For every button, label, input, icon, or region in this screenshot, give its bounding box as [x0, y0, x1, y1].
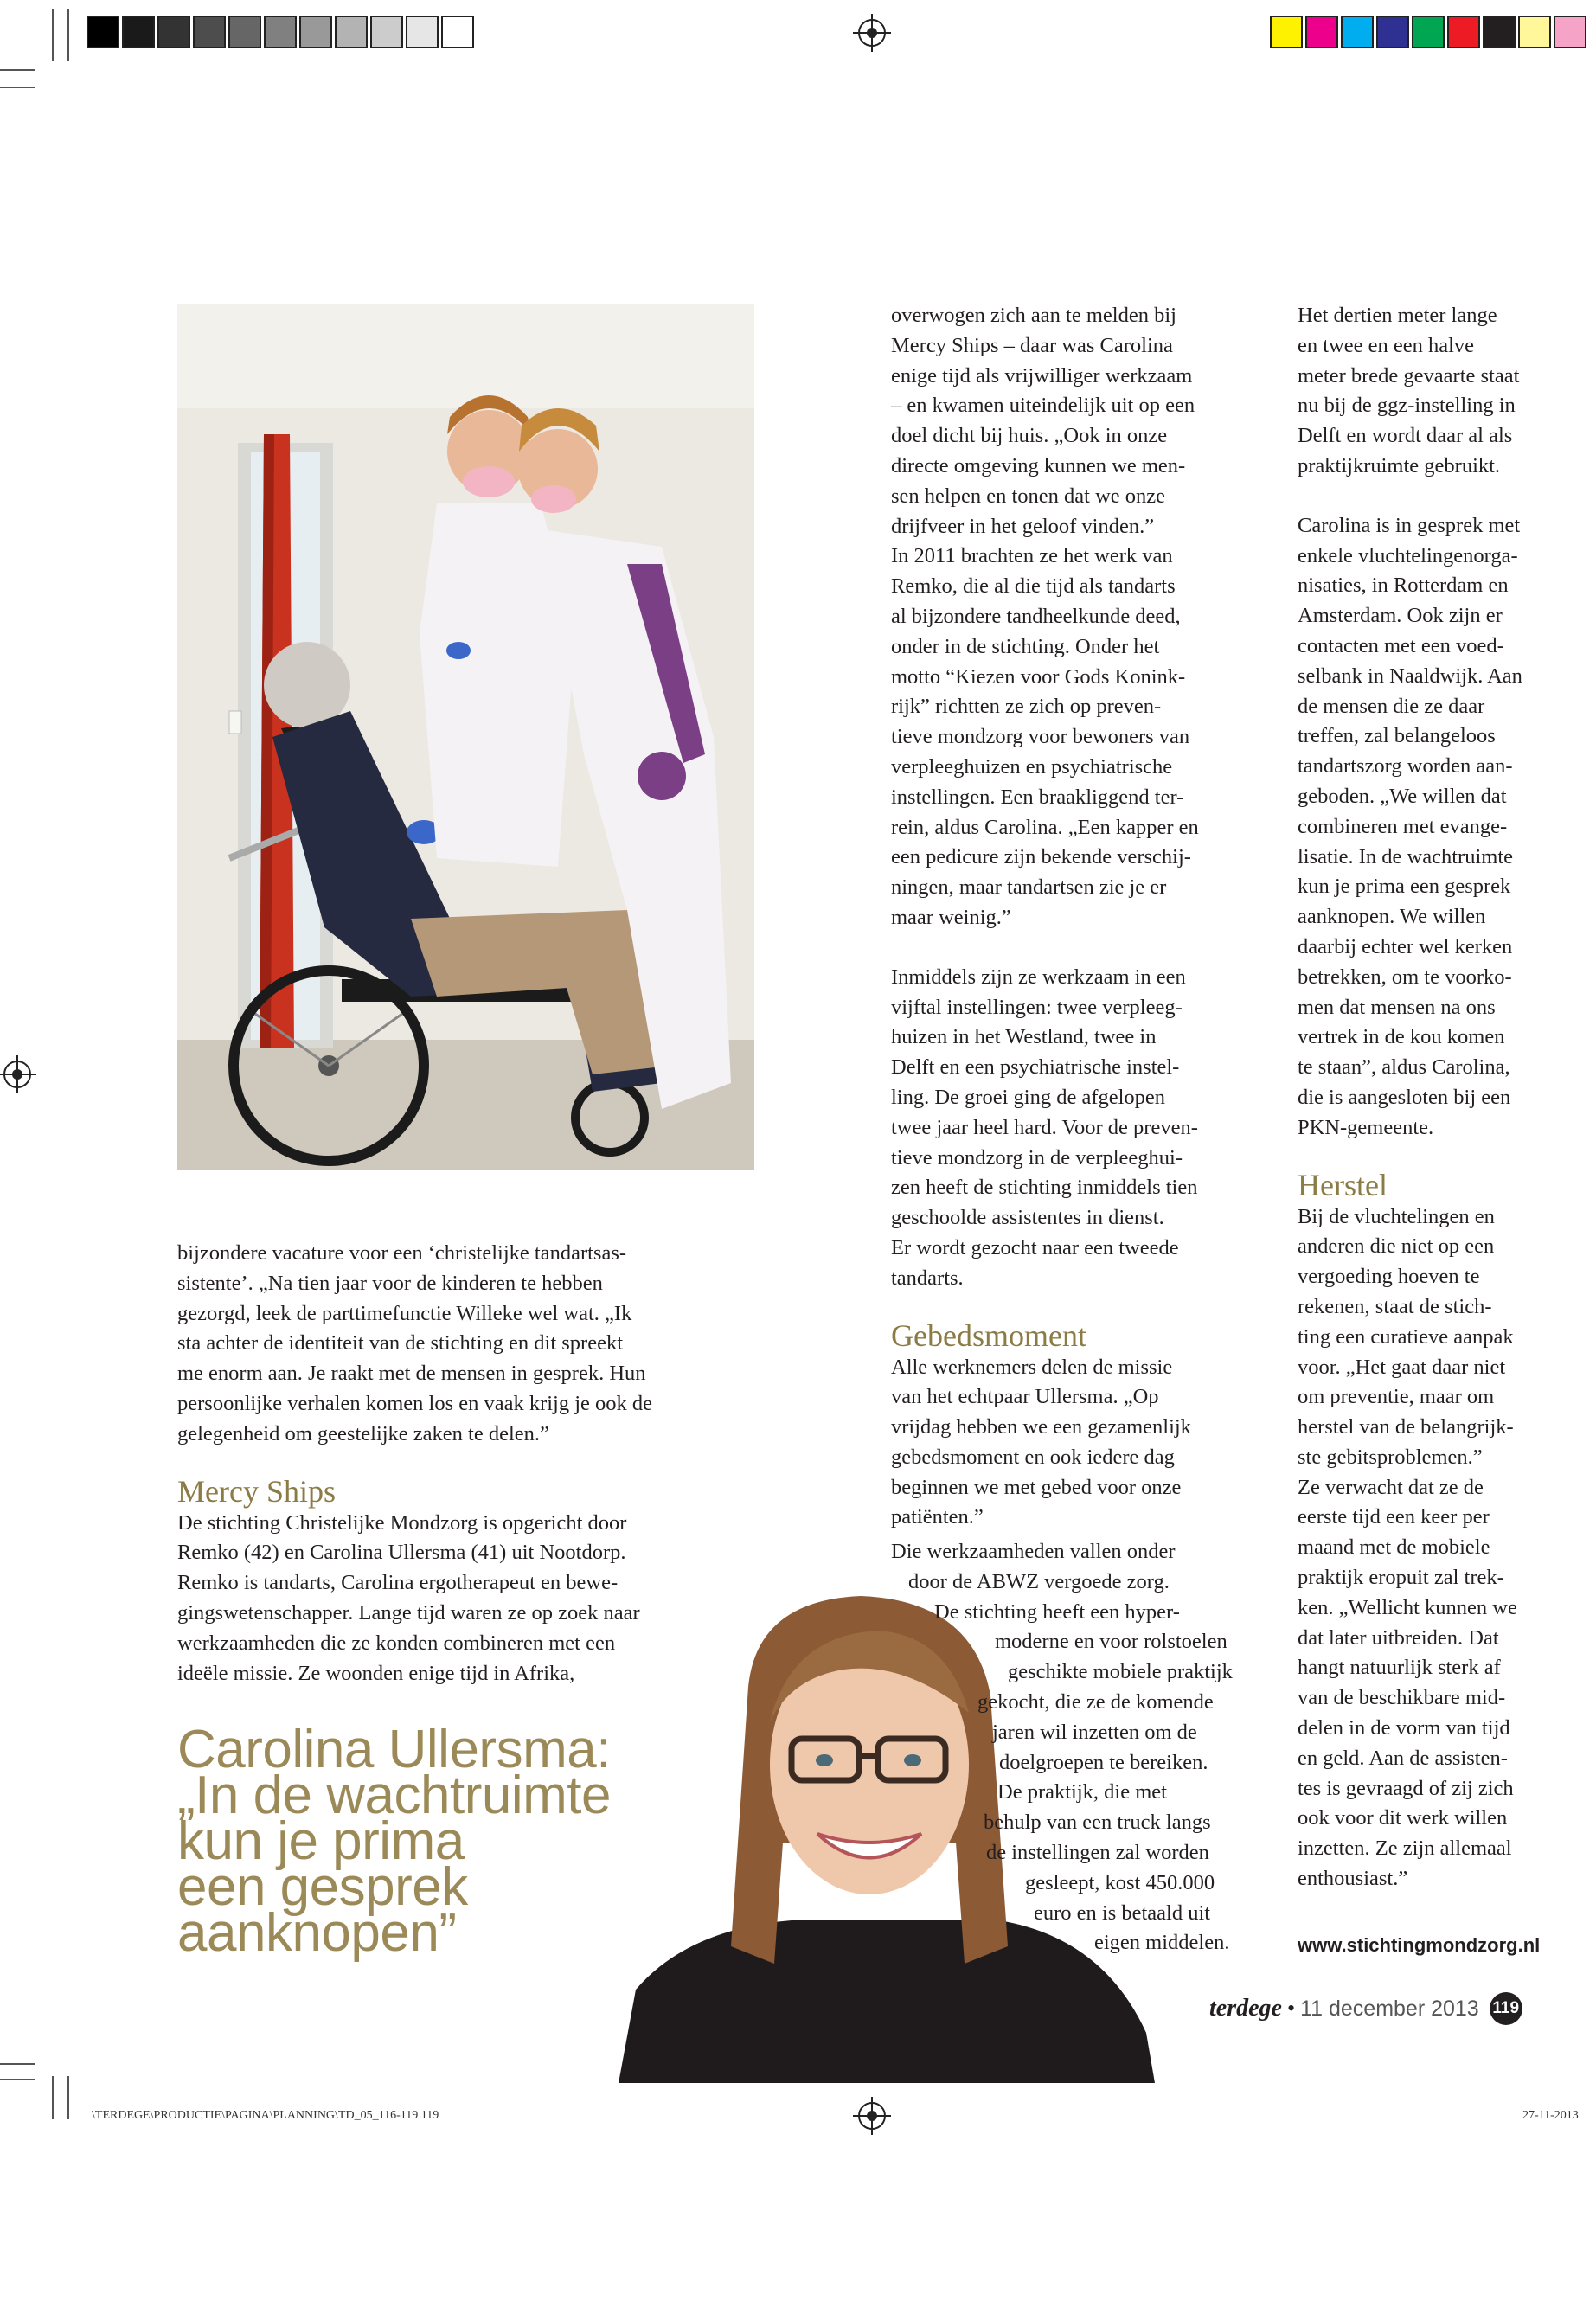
wrap-line: eigen middelen. — [1094, 1931, 1230, 1955]
gray-swatch — [299, 16, 332, 48]
gray-swatch — [157, 16, 190, 48]
gray-swatch — [264, 16, 297, 48]
heading-mercy-ships: Mercy Ships — [177, 1473, 336, 1509]
wrap-line: gekocht, die ze de komende — [977, 1689, 1214, 1714]
gray-swatch — [193, 16, 226, 48]
wrap-line: De stichting heeft een hyper- — [934, 1599, 1180, 1624]
brand-logo: terdege — [1209, 1995, 1282, 2022]
left-body-paragraph: De stichting Christelijke Mondzorg is opgericht door Remko (42) en Carolina Ullersma (41) uit Nootdorp. Remko is tandarts, Carolina ergotherapeut en bewe- gingswetenschapper. Lange tijd waren ze op zoek naar werkzaamheden die ze konden combineren met een ideële missie. Ze woonden enige tijd in Afrika, — [177, 1510, 640, 1685]
color-swatch — [1447, 16, 1480, 48]
magazine-footer — [1209, 1990, 1522, 2028]
color-swatch — [1412, 16, 1445, 48]
crop-mark — [0, 2079, 35, 2080]
middle-column — [891, 301, 1272, 1533]
website-link[interactable]: www.stichtingmondzorg.nl — [1298, 1934, 1541, 1956]
photo-dental-care — [177, 304, 754, 1170]
wrap-line: geschikte mobiele praktijk — [1008, 1660, 1233, 1684]
footer-bullet: • — [1286, 1996, 1296, 2021]
crop-mark — [0, 2063, 35, 2065]
color-swatch — [1518, 16, 1551, 48]
wrap-line: jaren wil inzetten om de — [992, 1720, 1197, 1744]
right-paragraph-3: Bij de vluchtelingen en anderen die niet op een vergoeding hoeven te rekenen, staat de stich- ting een curatieve aanpak voor. „Het gaat daar niet om preventie, maar om herstel van de belangrijk- ste gebitsproblemen.” — [1298, 1204, 1514, 1469]
dental-care-illustration — [177, 304, 754, 1170]
registration-mark-icon — [858, 19, 886, 47]
middle-paragraph-5: Alle werknemers delen de missie van het echtpaar Ullersma. „Op vrijdag hebben we een gezamenlijk gebedsmoment en ook iedere dag beginnen we met gebed voor onze patiënten.” — [891, 1355, 1191, 1529]
wrap-line: moderne en voor rolstoelen — [995, 1630, 1227, 1654]
wrap-line: behulp van een truck langs — [984, 1811, 1211, 1835]
color-swatch — [1341, 16, 1374, 48]
right-column — [1298, 301, 1587, 1894]
middle-paragraph-2: In 2011 brachten ze het werk van Remko, die al die tijd als tandarts al bijzondere tandheelkunde deed, onder in de stichting. Onder het motto “Kiezen voor Gods Konink- rijk” richtten ze zich op preven- tieve mondzorg voor bewoners van verpleeghuizen en psychiatrische instellingen. Een braakliggend ter- rein, aldus Carolina. „Een kapper en een pedicure zijn bekende verschij- ningen, maar tandartsen zie je er maar weinig.” — [891, 544, 1199, 929]
crop-mark — [52, 9, 54, 61]
crop-mark — [0, 69, 35, 71]
right-paragraph-4: Ze verwacht dat ze de eerste tijd een keer per maand met de mobiele praktijk eropuit zal trek- ken. „Wellicht kunnen we dat later uitbreiden. Dat hangt natuurlijk sterk af van de beschikbare mid- delen in de vorm van tijd en geld. Aan de assisten- tes is gevraagd of zij zich ook voor dit werk willen inzetten. Ze zijn allemaal enthousiast.” — [1298, 1475, 1517, 1891]
right-paragraph-2: Carolina is in gesprek met enkele vluchtelingenorga- nisaties, in Rotterdam en Amsterdam. Ook zijn er contacten met een voed- selbank in Naaldwijk. Aan de mensen die ze daar treffen, zal belangeloos tandartszorg worden aan- geboden. „We willen dat combineren met evange- lisatie. In de wachtruimte kun je prima een gesprek aanknopen. We willen daarbij echter wel kerken betrekken, om te voorko- men dat mensen na ons vertrek in de kou komen te staan”, aldus Carolina, die is aangesloten bij een PKN-gemeente. — [1298, 513, 1522, 1139]
gray-swatch — [87, 16, 119, 48]
pull-quote: Carolina Ullersma: „In de wachtruimte kun je prima een gesprek aanknopen” — [177, 1720, 611, 1963]
wrap-line: Die werkzaamheden vallen onder — [891, 1540, 1176, 1563]
gray-swatch — [228, 16, 261, 48]
middle-column-wrap — [891, 1537, 1267, 1958]
registration-mark-icon — [858, 2102, 886, 2130]
crop-mark — [0, 87, 35, 88]
color-swatch — [1270, 16, 1303, 48]
wrap-line: doelgroepen te bereiken. — [999, 1750, 1208, 1774]
issue-date: 11 december 2013 — [1300, 1996, 1479, 2021]
color-swatch — [1554, 16, 1586, 48]
wrap-line: gesleept, kost 450.000 — [1025, 1870, 1215, 1894]
crop-mark — [67, 2076, 69, 2119]
registration-mark-icon — [3, 1061, 31, 1088]
wrap-line: de instellingen zal worden — [986, 1840, 1209, 1864]
color-swatch — [1483, 16, 1516, 48]
heading-gebedsmoment: Gebedsmoment — [891, 1317, 1086, 1353]
gray-swatch — [406, 16, 439, 48]
right-paragraph-1: Het dertien meter lange en twee en een halve meter brede gevaarte staat nu bij de ggz-instelling in Delft en wordt daar al als praktijkruimte gebruikt. — [1298, 304, 1520, 478]
slug-file-path: \TERDEGE\PRODUCTIE\PAGINA\PLANNING\TD_05_116-119 119 — [92, 2109, 439, 2122]
page-number-badge: 119 — [1490, 1992, 1522, 2025]
middle-paragraph-3: Inmiddels zijn ze werkzaam in een vijftal instellingen: twee verpleeg- huizen in het Westland, twee in Delft en een psychiatrische instel- ling. De groei ging de afgelopen twee jaar heel hard. Voor de preven- tieve mondzorg in de verpleeghui- zen heeft de stichting inmiddels tien geschoolde assistentes in dienst. — [891, 965, 1198, 1230]
gray-swatch — [335, 16, 368, 48]
crop-mark — [67, 9, 69, 61]
wrap-line: door de ABWZ vergoede zorg. — [908, 1569, 1170, 1593]
left-intro-paragraph: bijzondere vacature voor een ‘christelijke tandartsas- sistente’. „Na tien jaar voor de kinderen te hebben gezorgd, leek de parttimefunctie Willeke wel wat. „Ik sta achter de identiteit van de stichting en dit spreekt me enorm aan. Je raakt met de mensen in gesprek. Hun persoonlijke verhalen komen los en vaak krijg je ook de gelegenheid om geestelijke zaken te delen.” — [177, 1241, 653, 1445]
middle-paragraph-4: Er wordt gezocht naar een tweede tandarts. — [891, 1235, 1179, 1290]
wrap-line: De praktijk, die met — [997, 1780, 1167, 1804]
gray-swatch — [441, 16, 474, 48]
wrap-line: euro en is betaald uit — [1034, 1900, 1211, 1925]
slug-date: 27-11-2013 — [1522, 2109, 1579, 2122]
gray-swatch — [122, 16, 155, 48]
middle-paragraph-1: overwogen zich aan te melden bij Mercy Ships – daar was Carolina enige tijd als vrijwilliger werkzaam – en kwamen uiteindelijk uit op een doel dicht bij huis. „Ook in onze directe omgeving kunnen we men- sen helpen en tonen dat we onze drijfveer in het geloof vinden.” — [891, 304, 1195, 538]
gray-swatch — [370, 16, 403, 48]
color-swatch — [1376, 16, 1409, 48]
heading-herstel: Herstel — [1298, 1167, 1388, 1202]
crop-mark — [52, 2076, 54, 2119]
color-swatch — [1305, 16, 1338, 48]
